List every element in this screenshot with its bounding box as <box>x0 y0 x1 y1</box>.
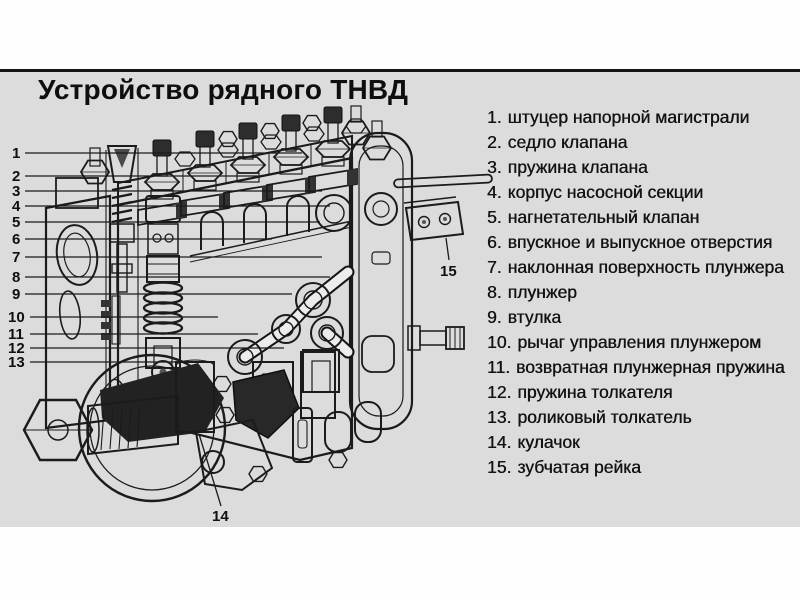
part-label: нагнетательный клапан <box>507 207 700 227</box>
part-label: втулка <box>507 307 562 327</box>
part-number: 6. <box>487 232 502 252</box>
part-label: штуцер напорной магистрали <box>507 107 750 127</box>
callout-2: 2 <box>12 168 21 185</box>
part-number: 4. <box>487 182 502 202</box>
part-label: возвратная плунжерная пружина <box>516 357 785 377</box>
part-number: 2. <box>487 132 502 152</box>
part-item-2 <box>487 130 785 155</box>
part-item-10 <box>487 330 785 355</box>
callout-5: 5 <box>12 214 21 231</box>
part-number: 11. <box>487 357 511 377</box>
part-item-14 <box>487 430 785 455</box>
part-label: роликовый толкатель <box>517 407 692 427</box>
page-title: Устройство рядного ТНВД <box>38 74 409 105</box>
part-item-15 <box>487 455 785 480</box>
part-number: 9. <box>487 307 502 327</box>
callout-12: 12 <box>8 340 25 357</box>
part-number: 3. <box>487 157 502 177</box>
rack-block <box>406 202 463 240</box>
part-label: зубчатая рейка <box>517 457 641 477</box>
part-item-6 <box>487 230 785 255</box>
part-item-4 <box>487 180 785 205</box>
part-number: 5. <box>487 207 502 227</box>
part-number: 13. <box>487 407 512 427</box>
callout-4: 4 <box>12 198 21 215</box>
callout-14: 14 <box>212 508 229 525</box>
part-number: 1. <box>487 107 502 127</box>
part-item-13 <box>487 405 785 430</box>
part-item-9 <box>487 305 785 330</box>
part-item-8 <box>487 280 785 305</box>
callout-6: 6 <box>12 231 21 248</box>
callout-11: 11 <box>8 326 24 343</box>
part-label: наклонная поверхность плунжера <box>507 257 784 277</box>
part-label: корпус насосной секции <box>507 182 704 202</box>
callout-1: 1 <box>12 145 21 162</box>
part-number: 15. <box>487 457 512 477</box>
part-number: 8. <box>487 282 502 302</box>
part-label: рычаг управления плунжером <box>517 332 762 352</box>
callout-9: 9 <box>12 286 21 303</box>
delivery-fittings-row <box>81 106 391 225</box>
part-number: 12. <box>487 382 512 402</box>
roller-tappet <box>146 338 180 368</box>
callout-7: 7 <box>12 249 21 266</box>
callout-3: 3 <box>12 183 21 200</box>
part-item-12 <box>487 380 785 405</box>
part-item-1 <box>487 105 785 130</box>
part-item-11 <box>487 355 785 380</box>
part-label: седло клапана <box>507 132 628 152</box>
part-label: плунжер <box>507 282 577 302</box>
cam-lobe <box>233 370 299 438</box>
part-item-5 <box>487 205 785 230</box>
part-label: пружина клапана <box>507 157 648 177</box>
part-number: 7. <box>487 257 502 277</box>
callout-13: 13 <box>8 354 25 371</box>
callout-15: 15 <box>440 263 457 280</box>
parts-list <box>487 105 785 480</box>
callout-10: 10 <box>8 309 25 326</box>
part-number: 10. <box>487 332 512 352</box>
part-item-3 <box>487 155 785 180</box>
part-label: пружина толкателя <box>517 382 673 402</box>
callout-8: 8 <box>12 269 21 286</box>
part-number: 14. <box>487 432 512 452</box>
part-item-7 <box>487 255 785 280</box>
cutaway-plunger-section <box>101 146 138 392</box>
part-label: кулачок <box>517 432 580 452</box>
camshaft-assembly <box>24 352 335 501</box>
plunger-return-spring <box>144 283 182 334</box>
part-label: впускное и выпускное отверстия <box>507 232 773 252</box>
